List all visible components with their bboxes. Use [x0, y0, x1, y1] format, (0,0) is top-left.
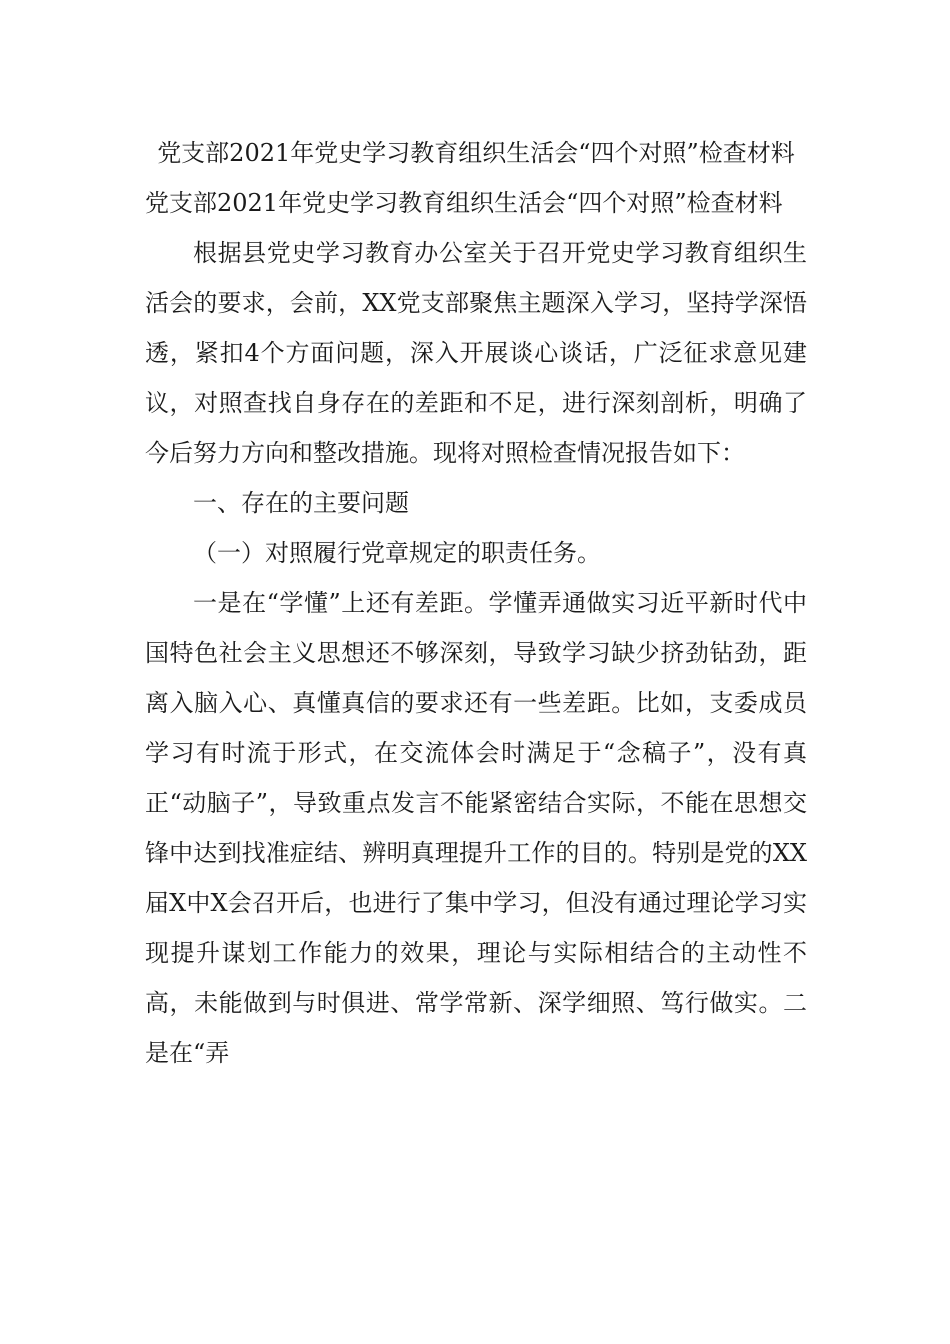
document-subtitle: 党支部2021年党史学习教育组织生活会“四个对照”检查材料	[145, 189, 783, 217]
subsection-heading: （一）对照履行党章规定的职责任务。	[193, 539, 601, 567]
section-heading: 一、存在的主要问题	[193, 489, 409, 517]
document-body	[145, 128, 807, 1078]
body-paragraph: 一是在“学懂”上还有差距。学懂弄通做实习近平新时代中国特色社会主义思想还不够深刻，导致学习缺少挤劲钻劲，距离入脑入心、真懂真信的要求还有一些差距。比如，支委成员学习有时流于形式，在交流体会时满足于“念稿子”，没有真正“动脑子”，导致重点发言不能紧密结合实际，不能在思想交锋中达到找准症结、辨明真理提升工作的目的。特别是党的XX届X中X会召开后，也进行了集中学习，但没有通过理论学习实现提升谋划工作能力的效果，理论与实际相结合的主动性不高，未能做到与时俱进、常学常新、深学细照、笃行做实。二是在“弄	[145, 589, 807, 1067]
intro-paragraph: 根据县党史学习教育办公室关于召开党史学习教育组织生活会的要求，会前，XX党支部聚焦主题深入学习，坚持学深悟透，紧扣4个方面问题，深入开展谈心谈话，广泛征求意见建议，对照查找自身存在的差距和不足，进行深刻剖析，明确了今后努力方向和整改措施。现将对照检查情况报告如下：	[145, 239, 807, 467]
document-title: 党支部2021年党史学习教育组织生活会“四个对照”检查材料	[157, 139, 795, 167]
